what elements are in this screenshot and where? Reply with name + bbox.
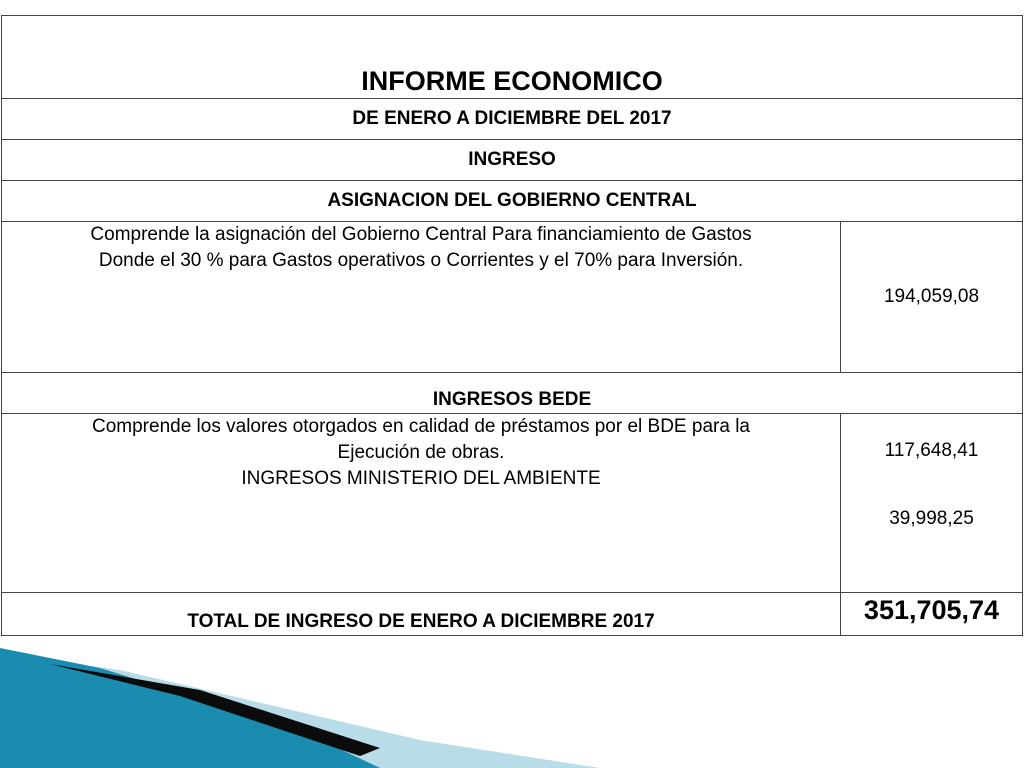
report-period: DE ENERO A DICIEMBRE DEL 2017 — [2, 99, 1023, 140]
central-government-amount: 194,059,08 — [841, 222, 1023, 373]
bede-amount: 117,648,41 — [884, 440, 979, 461]
total-label: TOTAL DE INGRESO DE ENERO A DICIEMBRE 2017 — [2, 593, 841, 636]
bede-header-row — [2, 373, 1023, 414]
description-line: Comprende los valores otorgados en calidad de préstamos por el BDE para la — [92, 416, 750, 437]
bede-description — [2, 414, 841, 593]
ministry-environment-label: INGRESOS MINISTERIO DEL AMBIENTE — [241, 468, 601, 489]
ministry-environment-amount: 39,998,25 — [889, 508, 974, 529]
description-line: Ejecución de obras. — [337, 442, 505, 463]
amount-spacer — [847, 464, 1016, 506]
central-government-row — [2, 222, 1023, 373]
total-row — [2, 593, 1023, 636]
swoosh-teal-band — [0, 648, 380, 768]
bede-heading: INGRESOS BEDE — [2, 373, 1023, 414]
description-line: Donde el 30 % para Gastos operativos o Corrientes y el 70% para Inversión. — [98, 250, 744, 271]
income-report-table — [1, 15, 1023, 636]
title-cell — [2, 16, 1023, 99]
bede-amounts-cell — [841, 414, 1023, 593]
decorative-swoosh — [0, 640, 1024, 768]
bede-detail-row — [2, 414, 1023, 593]
subsection-row — [2, 181, 1023, 222]
subsection-heading: ASIGNACION DEL GOBIERNO CENTRAL — [2, 181, 1023, 222]
section-heading: INGRESO — [2, 140, 1023, 181]
description-line: Comprende la asignación del Gobierno Central Para financiamiento de Gastos — [90, 224, 752, 245]
section-row — [2, 140, 1023, 181]
total-amount: 351,705,74 — [841, 593, 1023, 636]
title-row — [2, 16, 1023, 99]
report-title: INFORME ECONOMICO — [361, 66, 663, 96]
period-row — [2, 99, 1023, 140]
central-government-description — [2, 222, 841, 373]
